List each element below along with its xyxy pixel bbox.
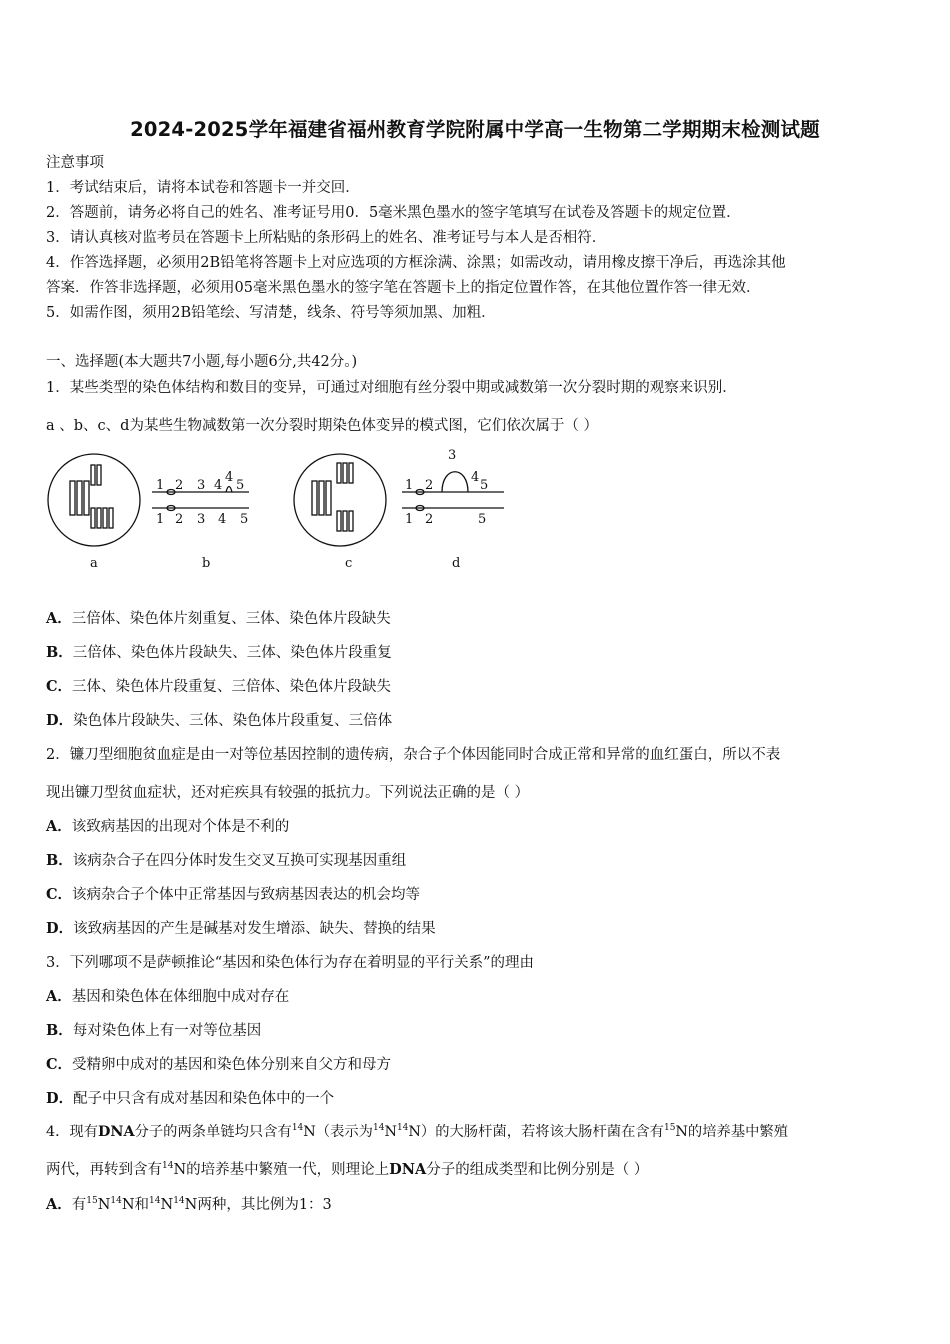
notice-item: 1．考试结束后，请将本试卷和答题卡一并交回．: [46, 180, 360, 196]
b-top-label: 2: [175, 478, 184, 493]
b-bottom-label: 2: [175, 512, 184, 527]
q1-option-b[interactable]: B．三倍体、染色体片段缺失、三体、染色体片段重复: [46, 644, 392, 661]
d-top-label: 3: [448, 448, 457, 463]
q2-option-d[interactable]: D．该致病基因的产生是碱基对发生增添、缺失、替换的结果: [46, 920, 436, 937]
q1-stem-line1: 1．某些类型的染色体结构和数目的变异，可通过对细胞有丝分裂中期或减数第一次分裂时期的观察来识别．: [46, 380, 737, 396]
notice-item: 2．答题前，请务必将自己的姓名、准考证号用0．5毫米黑色墨水的签字笔填写在试卷及答题卡的规定位置．: [46, 205, 741, 221]
q1-option-c[interactable]: C．三体、染色体片段重复、三倍体、染色体片段缺失: [46, 678, 392, 695]
cell-c-outline: [294, 454, 386, 546]
notice-item: 5．如需作图，须用2B铅笔绘、写清楚，线条、符号等须加黑、加粗．: [46, 305, 496, 321]
b-top-label: 4: [225, 470, 234, 485]
cell-a-outline: [48, 454, 140, 546]
panel-label-d: d: [452, 556, 461, 571]
notice-item: 3．请认真核对监考员在答题卡上所粘贴的条形码上的姓名、准考证号与本人是否相符．: [46, 230, 607, 246]
q1-stem-line2: a 、b、c、d为某些生物减数第一次分裂时期染色体变异的模式图，它们依次属于（ ）: [46, 418, 599, 434]
q3-option-d[interactable]: D．配子中只含有成对基因和染色体中的一个: [46, 1090, 335, 1107]
cell-a-chromosomes: [70, 465, 113, 528]
loop-d: [442, 472, 468, 492]
q4-stem-line2: 两代，再转到含有$^{14}$N的培养基中繁殖一代，则理论上DNA分子的组成类型和比例分别是（ ）: [46, 1161, 649, 1178]
cell-c-chromosomes: [312, 463, 353, 531]
d-top-label: 4: [471, 470, 480, 485]
notice-heading: 注意事项: [46, 155, 104, 171]
q3-stem: 3．下列哪项不是萨顿推论“基因和染色体行为存在着明显的平行关系”的理由: [46, 955, 535, 971]
q1-figure: [44, 445, 514, 577]
d-top-label: 2: [425, 478, 434, 493]
d-bottom-label: 5: [478, 512, 487, 527]
page-title: 2024-2025学年福建省福州教育学院附属中学高一生物第二学期期末检测试题: [130, 118, 820, 141]
b-bottom-label: 3: [197, 512, 206, 527]
q3-option-b[interactable]: B．每对染色体上有一对等位基因: [46, 1022, 262, 1039]
q2-option-c[interactable]: C．该病杂合子个体中正常基因与致病基因表达的机会均等: [46, 886, 421, 903]
q2-option-b[interactable]: B．该病杂合子在四分体时发生交叉互换可实现基因重组: [46, 852, 407, 869]
panel-label-a: a: [90, 556, 98, 571]
b-bottom-label: 1: [156, 512, 165, 527]
b-top-label: 4: [214, 478, 223, 493]
q2-stem-line2: 现出镰刀型贫血症状，还对疟疾具有较强的抵抗力。下列说法正确的是（ ）: [46, 785, 530, 801]
notice-item: 答案．作答非选择题，必须用05毫米黑色墨水的签字笔在答题卡上的指定位置作答，在其他位置作答一律无效．: [46, 280, 761, 296]
q4-option-a[interactable]: A．有$^{15}N^{14}N$和$^{14}N^{14}N$两种，其比例为1：3: [46, 1196, 332, 1213]
q3-option-c[interactable]: C．受精卵中成对的基因和染色体分别来自父方和母方: [46, 1056, 392, 1073]
panel-label-c: c: [345, 556, 353, 571]
d-bottom-label: 1: [405, 512, 414, 527]
b-bottom-label: 5: [240, 512, 249, 527]
b-top-label: 5: [236, 478, 245, 493]
b-top-label: 1: [156, 478, 165, 493]
b-top-label: 3: [197, 478, 206, 493]
section-heading: 一、选择题(本大题共7小题,每小题6分,共42分。): [46, 354, 358, 370]
q1-option-a[interactable]: A．三倍体、染色体片刻重复、三体、染色体片段缺失: [46, 610, 391, 627]
d-top-label: 5: [480, 478, 489, 493]
loop-b: [226, 487, 232, 493]
q4-stem-line1: 4．现有DNA分子的两条单链均只含有$^{14}$N（表示为$^{14}N^{14}N$）的大肠杆菌，若将该大肠杆菌在含有$^{15}$N的培养基中繁殖: [46, 1123, 789, 1140]
d-bottom-label: 2: [425, 512, 434, 527]
q3-option-a[interactable]: A．基因和染色体在体细胞中成对存在: [46, 988, 290, 1005]
q2-stem-line1: 2．镰刀型细胞贫血症是由一对等位基因控制的遗传病，杂合子个体因能同时合成正常和异常的血红蛋白，所以不表: [46, 747, 781, 763]
q2-option-a[interactable]: A．该致病基因的出现对个体是不利的: [46, 818, 290, 835]
b-bottom-label: 4: [218, 512, 227, 527]
panel-label-b: b: [202, 556, 211, 571]
d-top-label: 1: [405, 478, 414, 493]
q1-option-d[interactable]: D．染色体片段缺失、三体、染色体片段重复、三倍体: [46, 712, 393, 729]
notice-item: 4．作答选择题，必须用2B铅笔将答题卡上对应选项的方框涂满、涂黑；如需改动，请用橡皮擦干净后，再选涂其他: [46, 255, 786, 271]
